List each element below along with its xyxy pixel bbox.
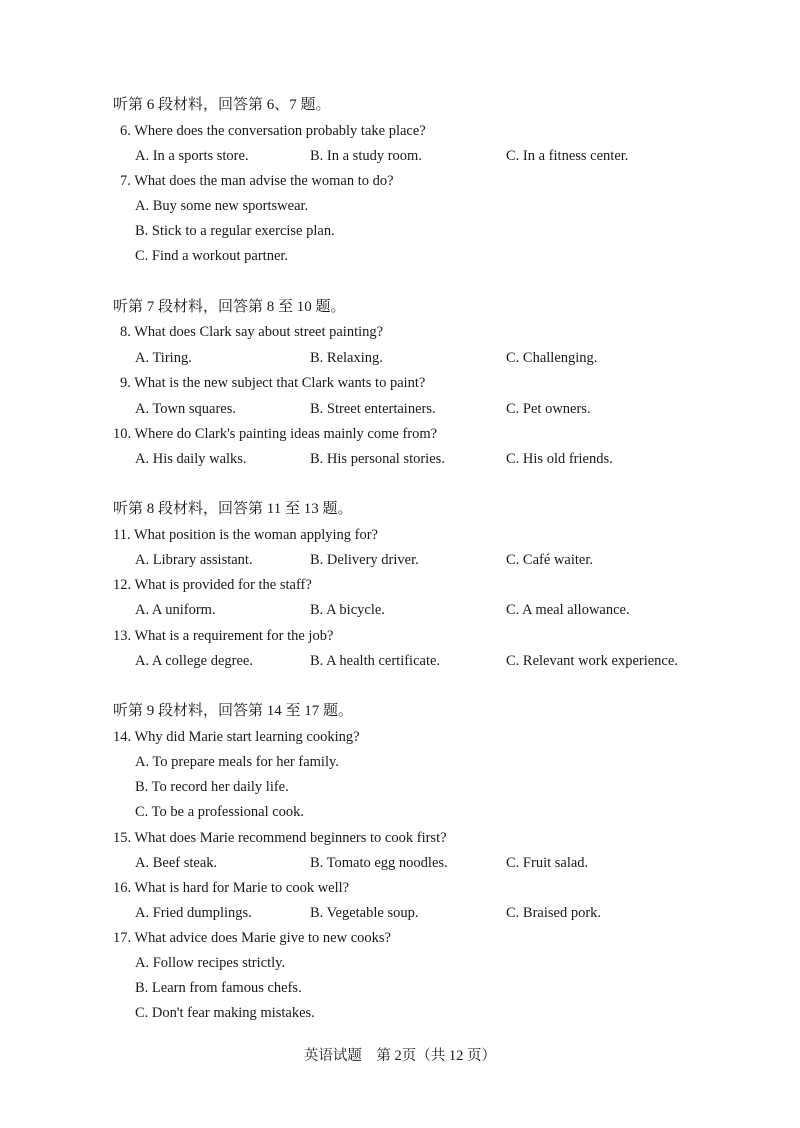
section-header: 听第 6 段材料，回答第 6、7 题。 [113, 97, 331, 113]
option-a: A. Town squares. [135, 401, 237, 417]
option-c: C. Find a workout partner. [135, 248, 289, 264]
question-stem: 7. What does the man advise the woman to do? [120, 173, 394, 189]
option-a: A. Fried dumplings. [135, 905, 252, 921]
section-header: 听第 9 段材料，回答第 14 至 17 题。 [113, 703, 354, 719]
question-stem: 9. What is the new subject that Clark wants to paint? [120, 375, 426, 391]
option-a: A. In a sports store. [135, 148, 249, 164]
option-c: C. Fruit salad. [506, 855, 589, 871]
option-c: C. Pet owners. [506, 401, 591, 417]
question-stem: 8. What does Clark say about street painting? [120, 324, 384, 340]
page-footer: 英语试题 第 2页（共 12 页） [303, 1048, 497, 1064]
option-a: A. A uniform. [135, 602, 216, 618]
option-c: C. A meal allowance. [506, 602, 630, 618]
option-c: C. His old friends. [506, 451, 613, 467]
option-a: A. Tiring. [135, 350, 192, 366]
option-b: B. Vegetable soup. [310, 905, 419, 921]
option-a: A. Beef steak. [135, 855, 218, 871]
option-b: B. A bicycle. [310, 602, 385, 618]
question-stem: 12. What is provided for the staff? [113, 577, 312, 593]
option-a: A. Follow recipes strictly. [135, 955, 286, 971]
option-b: B. Learn from famous chefs. [135, 980, 302, 996]
question-stem: 6. Where does the conversation probably take place? [120, 123, 426, 139]
option-c: C. In a fitness center. [506, 148, 629, 164]
option-b: B. Delivery driver. [310, 552, 419, 568]
question-stem: 14. Why did Marie start learning cooking? [113, 729, 360, 745]
option-a: A. A college degree. [135, 653, 253, 669]
question-stem: 13. What is a requirement for the job? [113, 628, 334, 644]
section-header: 听第 8 段材料，回答第 11 至 13 题。 [113, 501, 353, 517]
option-c: C. Café waiter. [506, 552, 593, 568]
option-b: B. Street entertainers. [310, 401, 436, 417]
option-b: B. Relaxing. [310, 350, 383, 366]
option-b: B. A health certificate. [310, 653, 441, 669]
option-a: A. His daily walks. [135, 451, 247, 467]
question-stem: 11. What position is the woman applying for? [113, 527, 378, 543]
option-b: B. His personal stories. [310, 451, 445, 467]
option-a: A. Library assistant. [135, 552, 253, 568]
section-header: 听第 7 段材料，回答第 8 至 10 题。 [113, 299, 346, 315]
option-b: B. To record her daily life. [135, 779, 289, 795]
option-a: A. To prepare meals for her family. [135, 754, 339, 770]
option-b: B. In a study room. [310, 148, 422, 164]
question-stem: 17. What advice does Marie give to new cooks? [113, 930, 391, 946]
option-c: C. To be a professional cook. [135, 804, 305, 820]
option-c: C. Braised pork. [506, 905, 602, 921]
question-stem: 10. Where do Clark's painting ideas mainly come from? [113, 426, 438, 442]
option-c: C. Relevant work experience. [506, 653, 678, 669]
option-c: C. Don't fear making mistakes. [135, 1005, 315, 1021]
option-b: B. Stick to a regular exercise plan. [135, 223, 335, 239]
question-stem: 15. What does Marie recommend beginners to cook first? [113, 830, 447, 846]
option-a: A. Buy some new sportswear. [135, 198, 309, 214]
option-b: B. Tomato egg noodles. [310, 855, 448, 871]
option-c: C. Challenging. [506, 350, 598, 366]
question-stem: 16. What is hard for Marie to cook well? [113, 880, 350, 896]
